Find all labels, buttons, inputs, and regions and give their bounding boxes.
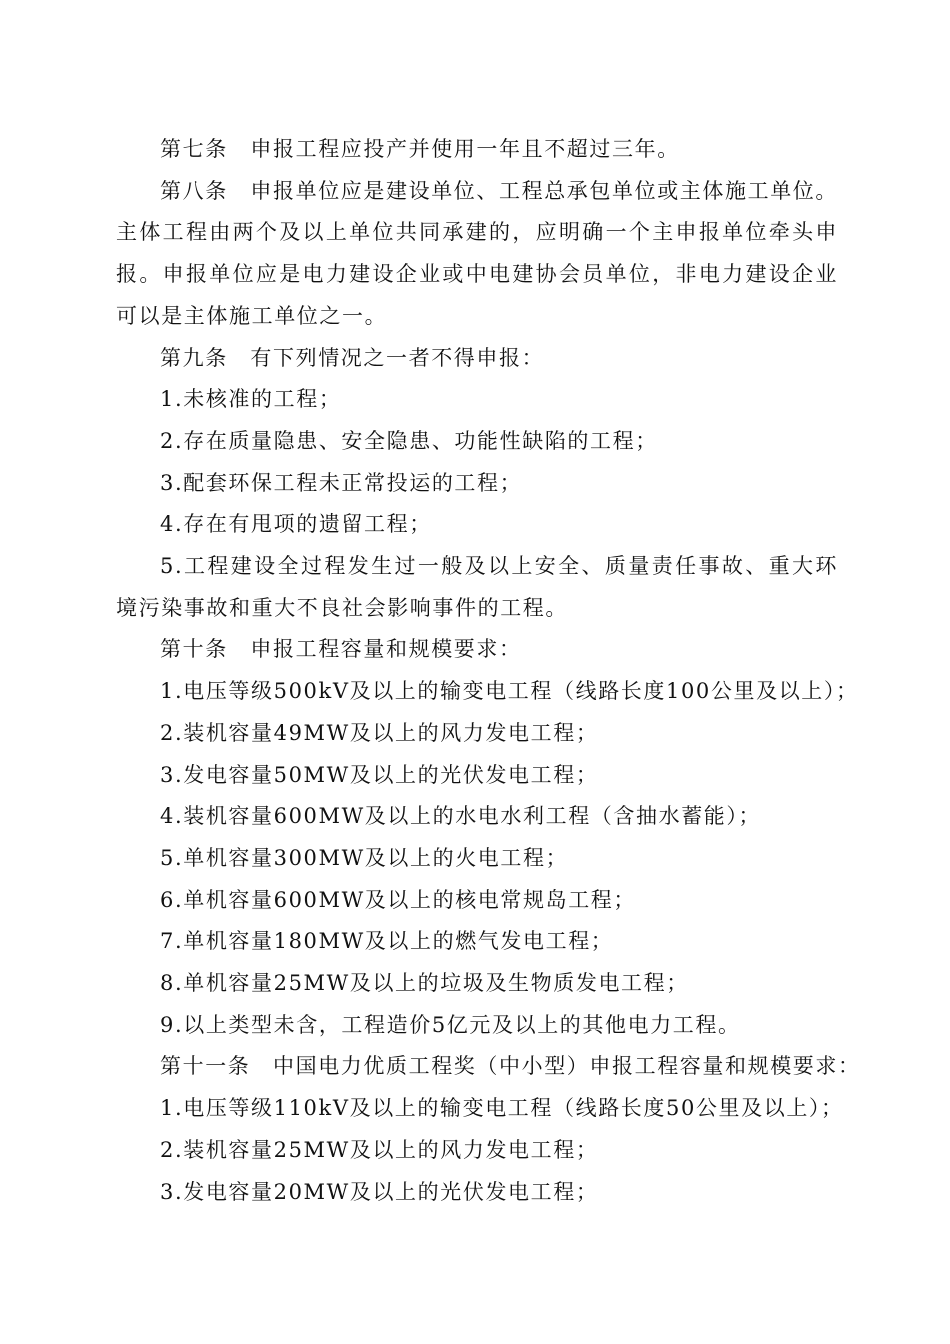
article-11-item-3: 3.发电容量20MW及以上的光伏发电工程； xyxy=(160,1179,599,1204)
article-10-item-3: 3.发电容量50MW及以上的光伏发电工程； xyxy=(160,762,599,787)
article-8: 第八条 申报单位应是建设单位、工程总承包单位或主体施工单位。主体工程由两个及以上单位共同承建的，应明确一个主申报单位牵头申报。申报单位应是电力建设企业或中电建协会员单位，非电力建设企业可以是主体施工单位之一。 xyxy=(116,178,838,328)
article-9-item-4: 4.存在有甩项的遗留工程； xyxy=(160,512,432,537)
article-10: 第十条 申报工程容量和规模要求： xyxy=(160,637,522,662)
article-11: 第十一条 中国电力优质工程奖（中小型）申报工程容量和规模要求： xyxy=(160,1054,861,1079)
article-10-item-6: 6.单机容量600MW及以上的核电常规岛工程； xyxy=(160,887,637,912)
article-7: 第七条 申报工程应投产并使用一年且不超过三年。 xyxy=(160,137,680,161)
article-9-item-1: 1.未核准的工程； xyxy=(160,387,342,412)
article-9: 第九条 有下列情况之一者不得申报： xyxy=(160,345,545,370)
document-body xyxy=(116,129,861,1213)
article-9-item-3: 3.配套环保工程未正常投运的工程； xyxy=(160,470,523,495)
article-10-item-7: 7.单机容量180MW及以上的燃气发电工程； xyxy=(160,929,614,954)
article-10-item-4: 4.装机容量600MW及以上的水电水利工程（含抽水蓄能）； xyxy=(160,804,762,829)
article-11-item-2: 2.装机容量25MW及以上的风力发电工程； xyxy=(160,1137,599,1162)
article-10-item-5: 5.单机容量300MW及以上的火电工程； xyxy=(160,845,569,870)
article-10-item-9: 9.以上类型未含，工程造价5亿元及以上的其他电力工程。 xyxy=(160,1012,741,1037)
article-10-item-1: 1.电压等级500kV及以上的输变电工程（线路长度100公里及以上）； xyxy=(160,679,859,704)
article-10-item-8: 8.单机容量25MW及以上的垃圾及生物质发电工程； xyxy=(160,971,689,996)
article-9-item-2: 2.存在质量隐患、安全隐患、功能性缺陷的工程； xyxy=(160,428,658,453)
article-11-item-1: 1.电压等级110kV及以上的输变电工程（线路长度50公里及以上）； xyxy=(160,1096,844,1121)
article-10-item-2: 2.装机容量49MW及以上的风力发电工程； xyxy=(160,720,599,745)
article-9-item-5: 5.工程建设全过程发生过一般及以上安全、质量责任事故、重大环境污染事故和重大不良社会影响事件的工程。 xyxy=(116,554,838,620)
